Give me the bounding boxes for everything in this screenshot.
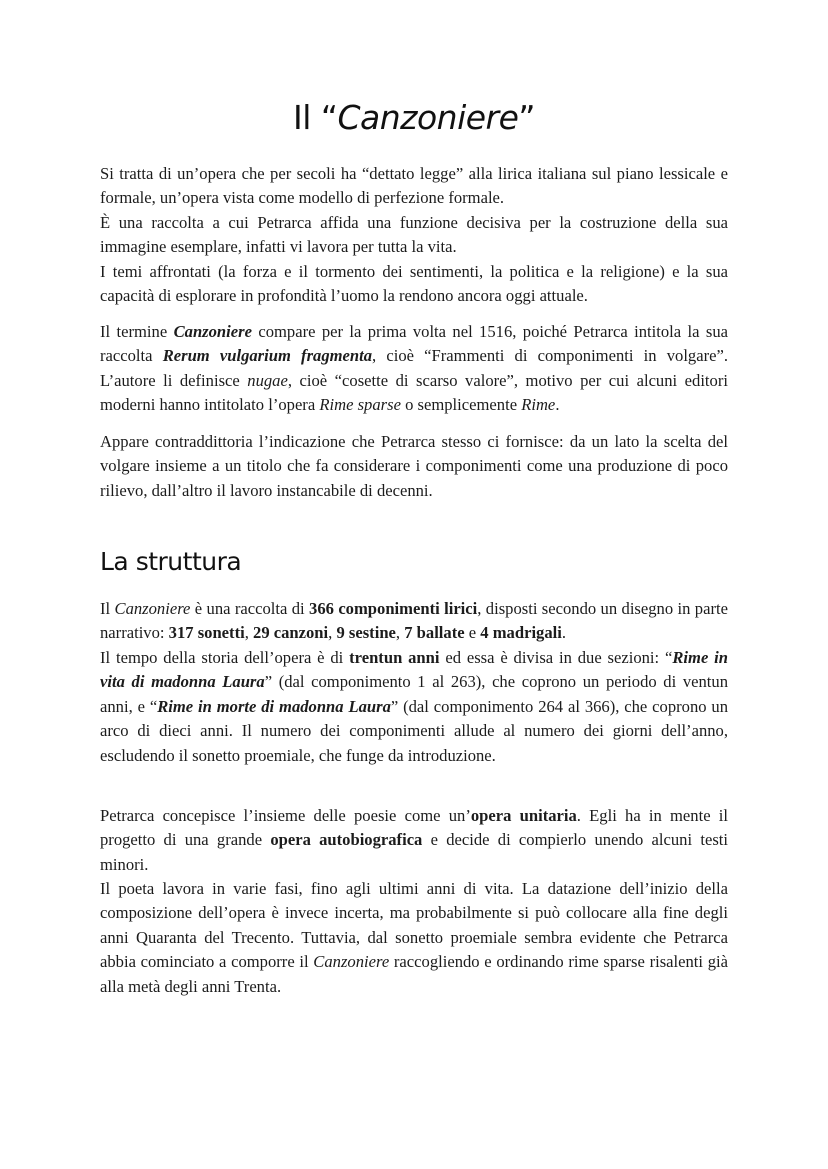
emphasis-run: Rerum vulgarium fragmenta [162, 346, 373, 366]
emphasis-run: 4 madrigali [480, 623, 562, 643]
emphasis-run: 366 componimenti lirici [309, 599, 478, 618]
intro-paragraph-2 [100, 211, 728, 260]
emphasis-run: Rime in morte di madonna Laura [157, 696, 391, 716]
emphasis-run: Canzoniere [114, 599, 191, 618]
section-heading-struttura: La struttura [100, 547, 242, 576]
text-run: . [555, 395, 560, 415]
text-run: , [395, 623, 405, 643]
text-run: , cioè “cosette di scarso valore”, motivo per cui alcuni editori moderni hanno intitolato l’opera [100, 370, 728, 415]
intro-paragraph-term [100, 320, 728, 418]
emphasis-run: opera autobiografica [270, 830, 423, 850]
emphasis-run: opera unitaria [470, 806, 577, 825]
emphasis-run: Rime sparse [319, 395, 401, 415]
title-prefix: Il “ [292, 98, 338, 137]
text-run: Il tempo della storia dell’opera è di [100, 648, 350, 667]
text-run: I temi affrontati (la forza e il tormento dei sentimenti, la politica e la religione) e la sua capacità di esplorare in profondità l’uomo la rendono ancora oggi attuale. [100, 262, 728, 306]
emphasis-run: Rime in vita di madonna Laura [100, 648, 728, 692]
text-run: . Egli ha in mente il progetto di una grande [100, 806, 728, 850]
struttura-paragraph-4 [100, 877, 728, 999]
text-run: ” (dal componimento 264 al 366), che coprono un arco di dieci anni. Il numero dei componimenti allude al numero dei giorni dell’anno, escludendo il sonetto proemiale, che funge da introduzione. [100, 696, 728, 765]
text-run: . [561, 623, 567, 643]
text-run: ” (dal componimento 1 al 263), che coprono un periodo di ventun anni, e “ [100, 672, 729, 716]
intro-paragraph-contradiction [100, 430, 728, 503]
page-title [100, 98, 728, 137]
title-italic: Canzoniere [337, 98, 519, 137]
text-run: , cioè “Frammenti di componimenti in volgare”. L’autore li definisce [100, 346, 728, 390]
text-run: e decide di compierlo unendo alcuni testi minori. [100, 830, 728, 874]
text-run: Il [100, 599, 115, 618]
text-run: o semplicemente [400, 395, 522, 415]
text-run: È una raccolta a cui Petrarca affida una funzione decisiva per la costruzione della sua immagine esemplare, infatti vi lavora per tutta la vita. [100, 213, 728, 257]
intro-paragraph-3 [100, 260, 728, 309]
text-run: Si tratta di un’opera che per secoli ha “dettato legge” alla lirica italiana sul piano lessicale e formale, un’opera vista come modello di perfezione formale. [100, 164, 728, 208]
text-run: ed essa è divisa in due sezioni: “ [439, 648, 673, 667]
emphasis-run: trentun anni [349, 648, 440, 667]
text-run: Il poeta lavora in varie fasi, fino agli ultimi anni di vita. La datazione dell’inizio della composizione dell’opera è invece incerta, ma probabilmente si può collocare alla fine degli anni Quaranta del Trecento. Tuttavia, dal sonetto proemiale sembra evidente che Petrarca abbia cominciato a comporre il [100, 879, 728, 972]
text-run: , [328, 623, 337, 643]
text-run: Appare contraddittoria l’indicazione che Petrarca stesso ci fornisce: da un lato la scelta del volgare insieme a un titolo che fa considerare i componimenti come una produzione di poco rilievo, dall’altro il lavoro instancabile di decenni. [100, 432, 728, 500]
text-run: compare per la prima volta nel 1516, poiché Petrarca intitola la sua raccolta [100, 322, 728, 366]
text-run: Petrarca concepisce l’insieme delle poesie come un’ [100, 806, 471, 825]
emphasis-run: Rime [521, 395, 556, 415]
text-run: raccogliendo e ordinando rime sparse risalenti già alla metà degli anni Trenta. [100, 952, 728, 996]
text-run: Il termine [100, 322, 174, 341]
struttura-paragraph-3 [100, 804, 728, 877]
text-run: è una raccolta di [190, 599, 310, 618]
emphasis-run: nugae [247, 370, 288, 390]
emphasis-run: 7 ballate [404, 623, 465, 643]
emphasis-run: 317 sonetti [168, 623, 245, 643]
emphasis-run: 29 canzoni [253, 623, 329, 643]
text-run: e [464, 623, 481, 643]
struttura-paragraph-1 [100, 597, 728, 646]
title-suffix: ” [518, 98, 536, 137]
emphasis-run: 9 sestine [336, 623, 396, 643]
text-run: , [244, 623, 254, 643]
emphasis-run: Canzoniere [173, 322, 252, 341]
intro-paragraph-1 [100, 162, 728, 211]
struttura-paragraph-2 [100, 646, 728, 768]
text-run: , disposti secondo un disegno in parte narrativo: [100, 599, 728, 643]
emphasis-run: Canzoniere [313, 952, 390, 972]
